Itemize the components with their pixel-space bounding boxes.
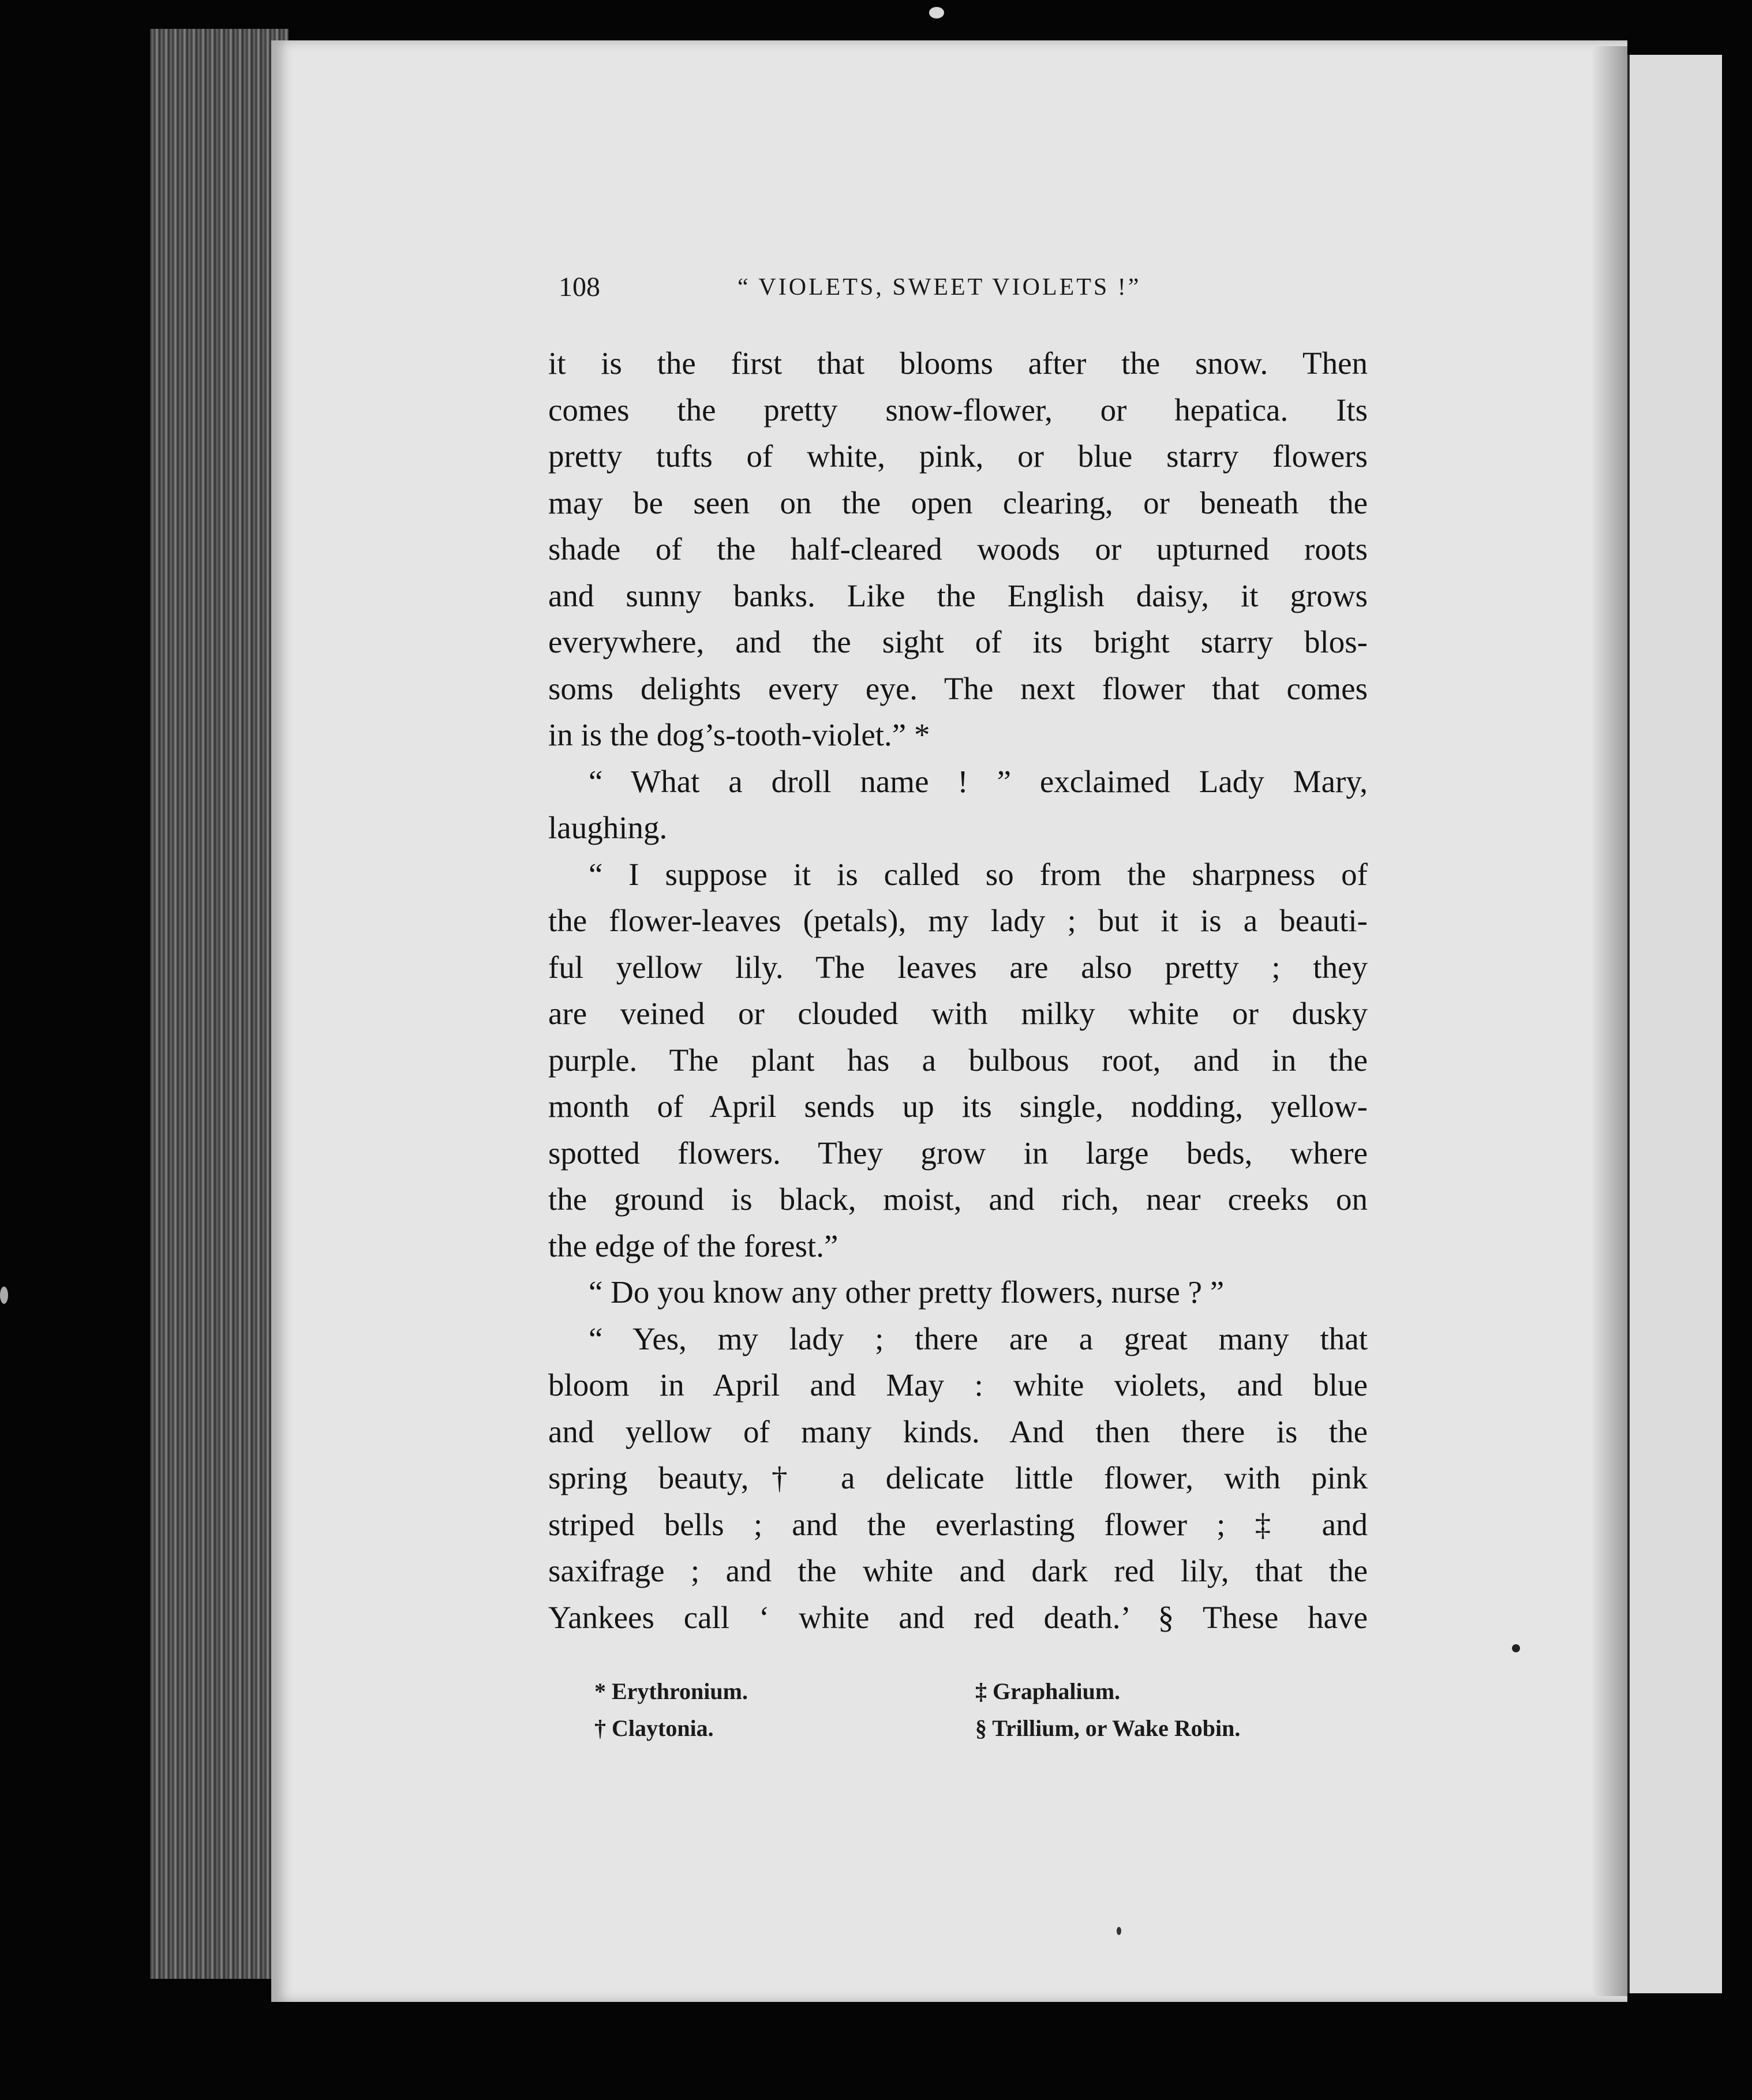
dust-speck xyxy=(1512,1644,1520,1652)
text-line: bloom in April and May : white violets, and blue xyxy=(548,1367,1368,1402)
dust-speck xyxy=(0,1287,8,1304)
page-number: 108 xyxy=(559,272,600,302)
text-line: “ Do you know any other pretty flowers, nurse ? ” xyxy=(589,1274,1225,1310)
dust-speck xyxy=(929,7,944,18)
book-gutter-shadow xyxy=(1593,46,1627,1996)
facing-page-edge xyxy=(1627,55,1722,1993)
text-line: are veined or clouded with milky white or dusky xyxy=(548,996,1368,1031)
text-line: in is the dog’s-tooth-violet.” * xyxy=(548,717,930,752)
text-line: “ Yes, my lady ; there are a great many that xyxy=(589,1321,1368,1356)
text-line: everywhere, and the sight of its bright starry blos- xyxy=(548,624,1368,659)
text-line: spotted flowers. They grow in large beds, where xyxy=(548,1135,1368,1171)
text-line: “ What a droll name ! ” exclaimed Lady Mary, xyxy=(589,763,1368,799)
text-line: the edge of the forest.” xyxy=(548,1228,838,1263)
text-line: “ I suppose it is called so from the sharpness of xyxy=(589,856,1368,892)
text-line: spring beauty,† a delicate little flower, with pink xyxy=(548,1460,1368,1495)
footnote: † Claytonia. xyxy=(594,1715,714,1741)
page-header xyxy=(559,271,1367,317)
running-title: “ VIOLETS, SWEET VIOLETS !” xyxy=(738,274,1141,301)
text-line: Yankees call ‘ white and red death.’ § These have xyxy=(548,1599,1368,1635)
text-line: ful yellow lily. The leaves are also pretty ; they xyxy=(548,949,1368,985)
dust-speck xyxy=(1117,1927,1121,1935)
text-line: may be seen on the open clearing, or beneath the xyxy=(548,485,1368,520)
footnote: § Trillium, or Wake Robin. xyxy=(975,1715,1241,1741)
text-line: and yellow of many kinds. And then there is the xyxy=(548,1413,1368,1449)
text-line: comes the pretty snow-flower, or hepatica. Its xyxy=(548,392,1368,427)
text-line: laughing. xyxy=(548,810,668,845)
text-line: purple. The plant has a bulbous root, and in the xyxy=(548,1042,1368,1078)
text-line: shade of the half-cleared woods or upturned roots xyxy=(548,531,1368,567)
book-page-edges xyxy=(150,29,289,1979)
text-line: the ground is black, moist, and rich, near creeks on xyxy=(548,1182,1368,1217)
text-line: the flower-leaves (petals), my lady ; but it is a beauti- xyxy=(548,903,1368,938)
footnote: * Erythronium. xyxy=(594,1678,748,1704)
body-text xyxy=(548,340,1368,1641)
footnote: ‡ Graphalium. xyxy=(975,1678,1121,1704)
text-line: pretty tufts of white, pink, or blue starry flowers xyxy=(548,438,1368,474)
text-line: saxifrage ; and the white and dark red lily, that the xyxy=(548,1553,1368,1588)
text-line: month of April sends up its single, nodding, yellow- xyxy=(548,1089,1368,1124)
text-line: striped bells ; and the everlasting flower ; ‡ and xyxy=(548,1506,1368,1542)
text-line: it is the first that blooms after the snow. Then xyxy=(548,346,1368,381)
text-line: and sunny banks. Like the English daisy, it grows xyxy=(548,578,1368,613)
text-line: soms delights every eye. The next flower that comes xyxy=(548,670,1368,706)
